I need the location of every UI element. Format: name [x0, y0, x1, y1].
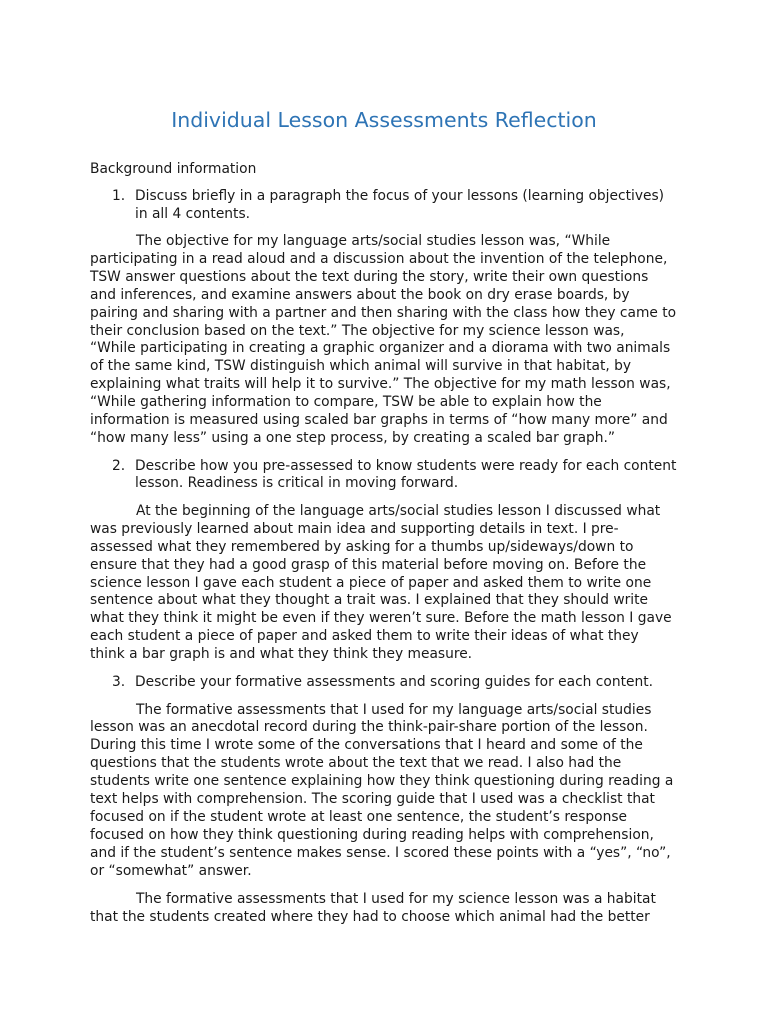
paragraph-line: The formative assessments that I used for my science lesson was a habitat: [136, 890, 656, 907]
paragraph-line: explaining what traits will help it to survive.” The objective for my math lesson was,: [90, 376, 671, 393]
paragraph-line: focused on how they think questioning during reading helps with comprehension,: [90, 826, 654, 843]
answer-paragraph-3: [90, 702, 690, 881]
paragraph-line: “how many less” using a one step process, by creating a scaled bar graph.”: [90, 429, 616, 446]
paragraph-line: participating in a read aloud and a discussion about the invention of the telephone,: [90, 250, 668, 267]
paragraph-line: students write one sentence explaining how they think questioning during reading a: [90, 773, 674, 790]
paragraph-line: The objective for my language arts/social studies lesson was, “While: [136, 233, 611, 249]
paragraph-line: “While gathering information to compare, TSW be able to explain how the: [90, 394, 602, 411]
paragraph-line: and inferences, and examine answers about the book on dry erase boards, by: [90, 286, 630, 303]
document-title: Individual Lesson Assessments Reflection: [171, 108, 597, 132]
question-3: [90, 674, 690, 692]
paragraph-line: of the same kind, TSW distinguish which animal will survive in that habitat, by: [90, 358, 632, 375]
paragraph-line: that the students created where they had to choose which animal had the better: [90, 908, 650, 925]
question-number: 1.: [112, 188, 126, 204]
paragraph-line: text helps with comprehension. The scoring guide that I used was a checklist that: [90, 791, 655, 808]
question-line: Describe your formative assessments and scoring guides for each content.: [135, 674, 654, 691]
paragraph-line: or “somewhat” answer.: [90, 862, 252, 879]
answer-paragraph-1: [90, 233, 690, 448]
paragraph-line: TSW answer questions about the text during the story, write their own questions: [90, 268, 649, 285]
paragraph-line: The formative assessments that I used for my language arts/social studies: [136, 701, 652, 718]
paragraph-line: questions that the students wrote about the text that we read. I also had the: [90, 755, 622, 772]
paragraph-line: assessed what they remembered by asking for a thumbs up/sideways/down to: [90, 538, 634, 555]
paragraph-line: focused on if the student wrote at least one sentence, the student’s response: [90, 808, 628, 825]
paragraph-line: “While participating in creating a graphic organizer and a diorama with two animals: [90, 340, 671, 357]
paragraph-line: think a bar graph is and what they think they measure.: [90, 646, 473, 663]
question-line: Discuss briefly in a paragraph the focus of your lessons (learning objectives): [135, 188, 665, 204]
paragraph-line: At the beginning of the language arts/social studies lesson I discussed what: [136, 502, 661, 519]
paragraph-line: lesson was an anecdotal record during the think-pair-share portion of the lesson.: [90, 719, 648, 736]
paragraph-line: sentence about what they thought a trait was. I explained that they should write: [90, 592, 649, 609]
question-2: [90, 458, 690, 493]
paragraph-line: ensure that they had a good grasp of this material before moving on. Before the: [90, 556, 647, 573]
paragraph-line: pairing and sharing with a partner and then sharing with the class how they came to: [90, 304, 677, 321]
paragraph-line: science lesson I gave each student a piece of paper and asked them to write one: [90, 574, 652, 591]
paragraph-line: information is measured using scaled bar graphs in terms of “how many more” and: [90, 412, 668, 429]
paragraph-line: their conclusion based on the text.” The objective for my science lesson was,: [90, 322, 625, 339]
question-line: in all 4 contents.: [135, 205, 251, 222]
answer-paragraph-2: [90, 503, 690, 664]
answer-paragraph-4: [90, 891, 690, 927]
paragraph-line: and if the student’s sentence makes sense. I scored these points with a “yes”, “no”,: [90, 844, 671, 861]
paragraph-line: each student a piece of paper and asked them to write their ideas of what they: [90, 628, 639, 645]
question-number: 2.: [112, 457, 126, 474]
paragraph-line: what they think it might be even if they weren’t sure. Before the math lesson I gave: [90, 610, 672, 627]
question-line: Describe how you pre-assessed to know students were ready for each content: [135, 457, 677, 474]
section-heading: Background information: [90, 161, 257, 177]
question-number: 3.: [112, 674, 126, 691]
paragraph-line: During this time I wrote some of the conversations that I heard and some of the: [90, 737, 643, 754]
document-body: [90, 160, 690, 936]
question-line: lesson. Readiness is critical in moving forward.: [135, 475, 459, 492]
paragraph-line: was previously learned about main idea and supporting details in text. I pre-: [90, 520, 619, 537]
question-1: [90, 188, 690, 223]
